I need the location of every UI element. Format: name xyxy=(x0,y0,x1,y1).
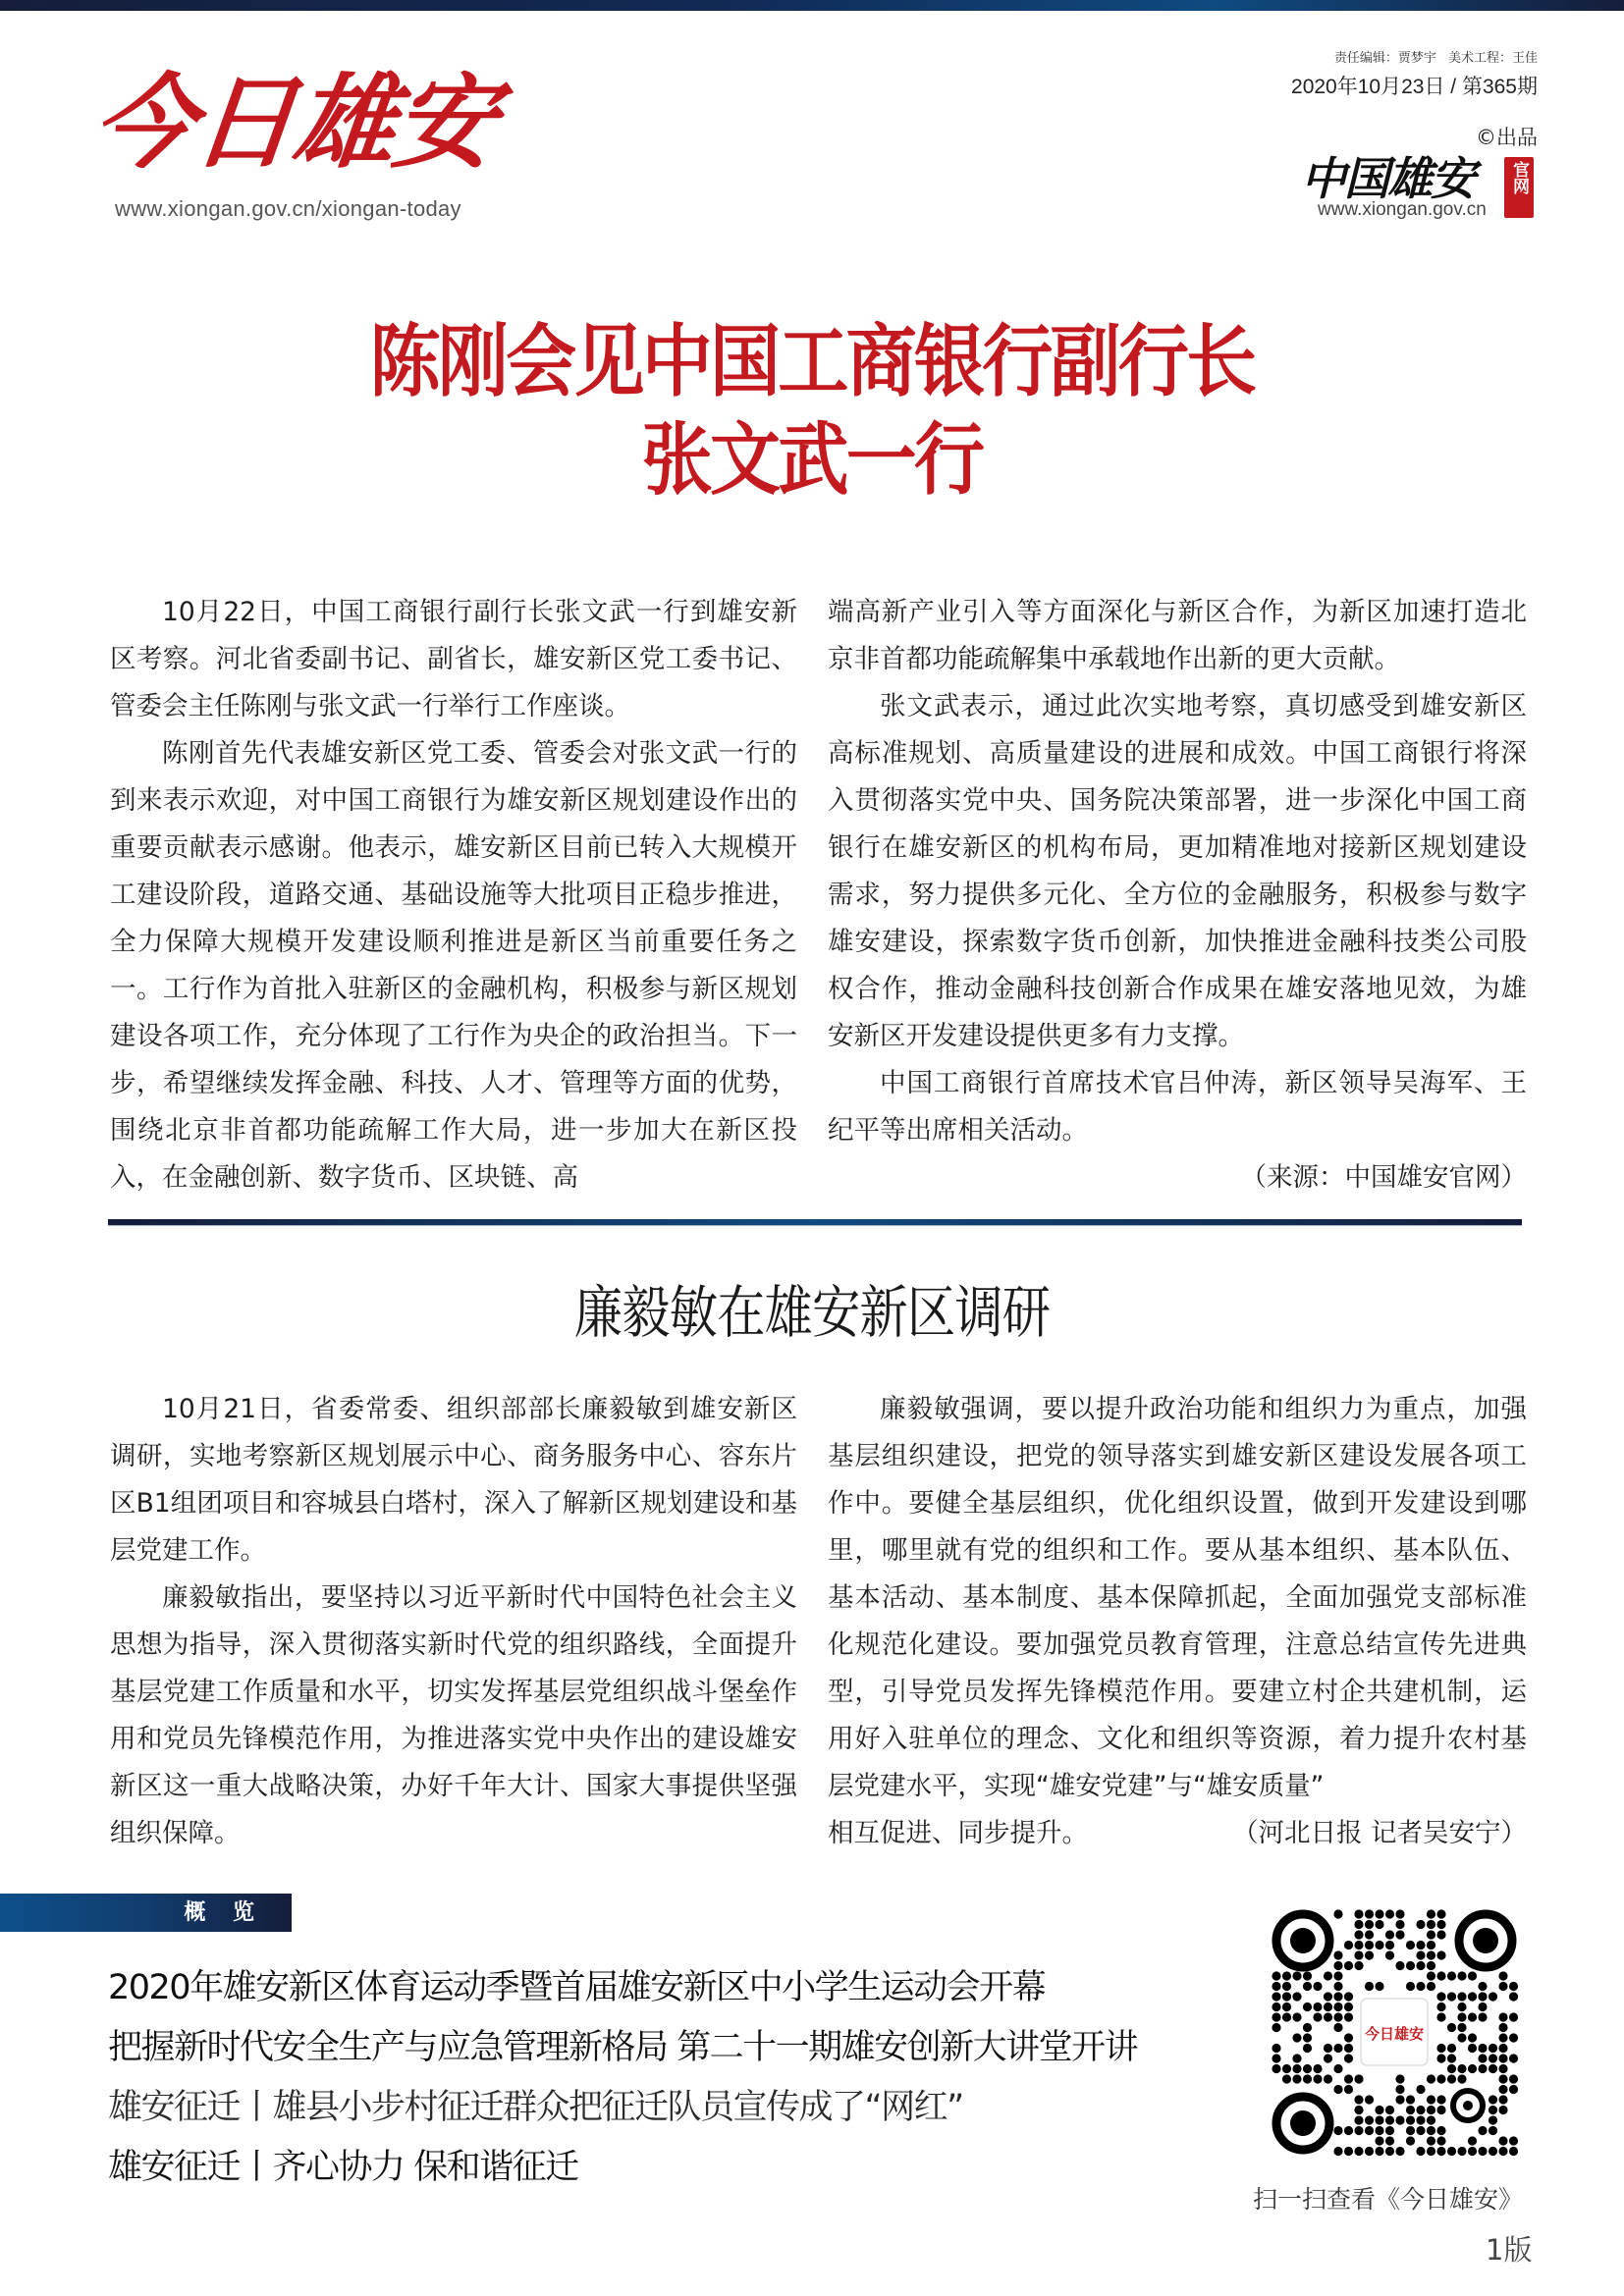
qr-module xyxy=(1272,2012,1280,2021)
qr-module xyxy=(1375,1982,1383,1991)
qr-module xyxy=(1447,1992,1456,2001)
qr-module xyxy=(1272,1992,1280,2001)
qr-module xyxy=(1324,1971,1332,1980)
overview-link[interactable]: 雄安征迁丨雄县小步村征迁群众把征迁队员宣传成了“网红” xyxy=(108,2088,963,2127)
qr-module xyxy=(1427,2106,1435,2114)
qr-module xyxy=(1292,2033,1301,2042)
qr-module xyxy=(1354,2095,1363,2104)
qr-module xyxy=(1365,1909,1374,1918)
qr-module xyxy=(1333,2044,1342,2053)
qr-module xyxy=(1416,2126,1425,2135)
page-number: 1版 xyxy=(1486,2233,1533,2267)
qr-module xyxy=(1333,2126,1342,2135)
qr-module xyxy=(1416,2115,1425,2124)
qr-module xyxy=(1385,2147,1394,2156)
qr-module xyxy=(1436,2136,1445,2145)
qr-module xyxy=(1272,2002,1280,2011)
qr-module xyxy=(1406,2095,1415,2104)
qr-module xyxy=(1324,2002,1332,2011)
qr-module xyxy=(1395,1909,1404,1918)
qr-module xyxy=(1478,1982,1487,1991)
qr-module xyxy=(1395,2147,1404,2156)
qr-module xyxy=(1313,1982,1322,1991)
qr-module xyxy=(1333,2085,1342,2094)
section-divider xyxy=(108,1219,1522,1226)
qr-module xyxy=(1509,2012,1518,2021)
qr-module xyxy=(1498,2064,1507,2073)
publisher-logo: 中国雄安 xyxy=(1301,152,1474,205)
qr-module xyxy=(1395,1920,1404,1929)
article2-column-2 xyxy=(828,1386,1527,1857)
qr-module xyxy=(1436,2054,1445,2062)
qr-module xyxy=(1354,2147,1363,2156)
qr-module xyxy=(1303,2033,1312,2042)
qr-module xyxy=(1416,2106,1425,2114)
qr-module xyxy=(1375,1909,1383,1918)
article2-paragraph: 廉毅敏指出，要坚持以习近平新时代中国特色社会主义思想为指导，深入贯彻落实新时代党的组织路线，全面提升基层党建工作质量和水平，切实发挥基层党组织战斗堡垒作用和党员先锋模范作用，为推进落实党中央作出的建设雄安新区这一重大战略决策，办好千年大计、国家大事提供坚强组织保障。 xyxy=(110,1582,797,1848)
qr-module xyxy=(1509,2074,1518,2083)
qr-module xyxy=(1395,2095,1404,2104)
qr-module xyxy=(1385,1950,1394,1959)
qr-module xyxy=(1427,1920,1435,1929)
qr-module xyxy=(1468,2064,1477,2073)
qr-module xyxy=(1427,2147,1435,2156)
qr-module xyxy=(1468,1992,1477,2001)
qr-module xyxy=(1436,2106,1445,2114)
qr-module xyxy=(1282,2012,1291,2021)
qr-module xyxy=(1385,1941,1394,1949)
qr-module xyxy=(1436,2074,1445,2083)
qr-module xyxy=(1272,2064,1280,2073)
qr-module xyxy=(1324,2044,1332,2053)
qr-module xyxy=(1344,1992,1353,2001)
qr-module xyxy=(1375,2115,1383,2124)
qr-module xyxy=(1498,2012,1507,2021)
overview-link[interactable]: 把握新时代安全生产与应急管理新格局 第二十一期雄安创新大讲堂开讲 xyxy=(108,2028,1138,2067)
qr-module xyxy=(1313,2012,1322,2021)
qr-module xyxy=(1436,2126,1445,2135)
qr-module xyxy=(1406,2126,1415,2135)
qr-module xyxy=(1354,1961,1363,1970)
article1-column-2 xyxy=(828,589,1527,1201)
qr-caption: 扫一扫查看《今日雄安》 xyxy=(1253,2185,1524,2214)
qr-module xyxy=(1489,2044,1497,2053)
qr-module xyxy=(1509,2085,1518,2094)
qr-module xyxy=(1282,1971,1291,1980)
editor-credit: 责任编辑：贾梦宇 xyxy=(1333,51,1436,66)
qr-module xyxy=(1313,2064,1322,2073)
qr-module xyxy=(1457,2002,1466,2011)
qr-module xyxy=(1427,1982,1435,1991)
article1-source: （来源：中国雄安官网） xyxy=(1240,1162,1527,1193)
qr-module xyxy=(1375,1941,1383,1949)
qr-module xyxy=(1427,2126,1435,2135)
qr-module xyxy=(1365,2126,1374,2135)
qr-module xyxy=(1375,2147,1383,2156)
qr-module xyxy=(1333,2023,1342,2032)
qr-module xyxy=(1436,1992,1445,2001)
qr-module xyxy=(1498,2136,1507,2145)
qr-module xyxy=(1313,2002,1322,2011)
article1-paragraph: 陈刚首先代表雄安新区党工委、管委会对张文武一行的到来表示欢迎，对中国工商银行为雄安新区规划建设作出的重要贡献表示感谢。他表示，雄安新区目前已转入大规模开工建设阶段，道路交通、基础设施等大批项目正稳步推进，全力保障大规模开发建设顺利推进是新区当前重要任务之一。工行作为首批入驻新区的金融机构，积极参与新区规划建设各项工作，充分体现了工行作为央企的政治担当。下一步，希望继续发挥金融、科技、人才、管理等方面的优势，围绕北京非首都功能疏解工作大局，进一步加大在新区投入，在金融创新、数字货币、区块链、高 xyxy=(110,738,797,1193)
qr-alignment xyxy=(1453,2091,1483,2120)
qr-module xyxy=(1292,2012,1301,2021)
qr-module xyxy=(1436,1950,1445,1959)
qr-module xyxy=(1498,1982,1507,1991)
qr-module xyxy=(1489,2054,1497,2062)
qr-module xyxy=(1324,2054,1332,2062)
qr-module xyxy=(1385,2136,1394,2145)
qr-module xyxy=(1416,2147,1425,2156)
qr-module xyxy=(1427,2115,1435,2124)
qr-module xyxy=(1447,2064,1456,2073)
qr-module xyxy=(1385,2115,1394,2124)
article2-closing-text: 相互促进、同步提升。 xyxy=(828,1818,1088,1848)
qr-module xyxy=(1333,1909,1342,1918)
qr-module xyxy=(1292,2054,1301,2062)
qr-module xyxy=(1272,2054,1280,2062)
qr-module xyxy=(1498,1971,1507,1980)
qr-module xyxy=(1498,2044,1507,2053)
qr-module xyxy=(1509,2147,1518,2156)
produced-by: ©出品 xyxy=(1476,126,1538,149)
qr-module xyxy=(1375,2126,1383,2135)
qr-module xyxy=(1498,2085,1507,2094)
qr-module xyxy=(1498,2095,1507,2104)
qr-module xyxy=(1333,2064,1342,2073)
qr-code[interactable] xyxy=(1267,1904,1522,2160)
qr-module xyxy=(1354,1920,1363,1929)
qr-module xyxy=(1333,1961,1342,1970)
article2-column-1 xyxy=(110,1386,797,1857)
qr-module xyxy=(1282,1982,1291,1991)
qr-module xyxy=(1354,2106,1363,2114)
qr-module xyxy=(1447,2147,1456,2156)
qr-module xyxy=(1365,2115,1374,2124)
qr-module xyxy=(1292,1992,1301,2001)
masthead-logo: 今日雄安 xyxy=(86,62,501,183)
qr-module xyxy=(1385,1930,1394,1939)
publisher-seal xyxy=(1504,157,1534,218)
qr-module xyxy=(1282,2064,1291,2073)
qr-module xyxy=(1509,2136,1518,2145)
seal-text: 官网 xyxy=(1509,161,1529,194)
qr-module xyxy=(1385,2126,1394,2135)
qr-module xyxy=(1354,1950,1363,1959)
qr-module xyxy=(1478,1992,1487,2001)
qr-module xyxy=(1436,2147,1445,2156)
qr-module xyxy=(1468,1971,1477,1980)
qr-module xyxy=(1395,1930,1404,1939)
qr-module xyxy=(1436,2095,1445,2104)
article2-paragraph: 廉毅敏强调，要以提升政治功能和组织力为重点，加强基层组织建设，把党的领导落实到雄安新区建设发展各项工作中。要健全基层组织，优化组织设置，做到开发建设到哪里，哪里就有党的组织和工作。要从基本组织、基本队伍、基本活动、基本制度、基本保障抓起，全面加强党支部标准化规范化建设。要加强党员教育管理，注意总结宣传先进典型，引导党员发挥先锋模范作用。要建立村企共建机制，运用好入驻单位的理念、文化和组织等资源，着力提升农村基层党建水平，实现“雄安党建”与“雄安质量” xyxy=(828,1394,1527,1801)
qr-module xyxy=(1498,2147,1507,2156)
issue-date: 2020年10月23日 / 第365期 xyxy=(1291,76,1538,98)
qr-module xyxy=(1344,1961,1353,1970)
qr-module xyxy=(1427,1971,1435,1980)
qr-module xyxy=(1416,1961,1425,1970)
qr-module xyxy=(1303,2002,1312,2011)
qr-module xyxy=(1406,2136,1415,2145)
qr-module xyxy=(1365,1941,1374,1949)
qr-module xyxy=(1406,2115,1415,2124)
qr-module xyxy=(1282,1992,1291,2001)
qr-module xyxy=(1333,1971,1342,1980)
qr-module xyxy=(1427,2136,1435,2145)
qr-module xyxy=(1333,2147,1342,2156)
article1-headline-line2: 张文武一行 xyxy=(641,413,983,506)
qr-module xyxy=(1416,2085,1425,2094)
qr-module xyxy=(1406,1941,1415,1949)
qr-module xyxy=(1478,2002,1487,2011)
qr-module xyxy=(1344,2012,1353,2021)
qr-module xyxy=(1395,2115,1404,2124)
qr-module xyxy=(1427,2095,1435,2104)
overview-link[interactable]: 雄安征迁丨齐心协力 保和谐征迁 xyxy=(108,2148,578,2187)
qr-module xyxy=(1489,2064,1497,2073)
qr-module xyxy=(1436,1930,1445,1939)
qr-module xyxy=(1427,1941,1435,1949)
qr-module xyxy=(1303,1971,1312,1980)
qr-module xyxy=(1354,1941,1363,1949)
qr-module xyxy=(1447,2023,1456,2032)
qr-module xyxy=(1436,2044,1445,2053)
qr-module xyxy=(1509,1992,1518,2001)
qr-module xyxy=(1498,2054,1507,2062)
qr-module xyxy=(1498,2023,1507,2032)
qr-module xyxy=(1354,1930,1363,1939)
qr-module xyxy=(1303,1982,1312,1991)
qr-module xyxy=(1427,1909,1435,1918)
qr-module xyxy=(1365,1920,1374,1929)
qr-module xyxy=(1375,2106,1383,2114)
article2-headline: 廉毅敏在雄安新区调研 xyxy=(573,1279,1051,1346)
qr-module xyxy=(1478,2147,1487,2156)
qr-module xyxy=(1313,2074,1322,2083)
qr-module xyxy=(1498,2033,1507,2042)
qr-finder-top-left xyxy=(1276,1914,1329,1967)
qr-module xyxy=(1447,2054,1456,2062)
qr-module xyxy=(1436,2012,1445,2021)
qr-module xyxy=(1344,2147,1353,2156)
art-credit: 美术工程：王佳 xyxy=(1447,51,1538,66)
qr-module xyxy=(1489,2095,1497,2104)
qr-module xyxy=(1282,2002,1291,2011)
qr-module xyxy=(1365,1950,1374,1959)
qr-module xyxy=(1365,1930,1374,1939)
article1-paragraph: 张文武表示，通过此次实地考察，真切感受到雄安新区高标准规划、高质量建设的进展和成效。中国工商银行将深入贯彻落实党中央、国务院决策部署，进一步深化中国工商银行在雄安新区的机构布局，更加精准地对接新区规划建设需求，努力提供多元化、全方位的金融服务，积极参与数字雄安建设，探索数字货币创新，加快推进金融科技类公司股权合作，推动金融科技创新合作成果在雄安落地见效，为雄安新区开发建设提供更多有力支撑。 xyxy=(828,691,1527,1051)
qr-module xyxy=(1468,2044,1477,2053)
article1-column-1 xyxy=(110,589,797,1201)
overview-section-label: 概 览 xyxy=(0,1894,292,1932)
qr-module xyxy=(1292,2074,1301,2083)
overview-link[interactable]: 2020年雄安新区体育运动季暨首届雄安新区中小学生运动会开幕 xyxy=(108,1968,1046,2007)
qr-module xyxy=(1489,1992,1497,2001)
qr-module xyxy=(1272,2044,1280,2053)
qr-module xyxy=(1385,1909,1394,1918)
qr-module xyxy=(1468,2147,1477,2156)
overview-list xyxy=(108,1958,1267,2198)
qr-module xyxy=(1427,1950,1435,1959)
qr-module xyxy=(1427,1930,1435,1939)
top-banner-bar xyxy=(0,0,1624,11)
qr-module xyxy=(1478,2064,1487,2073)
qr-module xyxy=(1509,2033,1518,2042)
qr-module xyxy=(1478,2012,1487,2021)
qr-module xyxy=(1324,2074,1332,2083)
qr-module xyxy=(1303,2044,1312,2053)
qr-module xyxy=(1509,2054,1518,2062)
qr-module xyxy=(1457,1992,1466,2001)
qr-module xyxy=(1395,1961,1404,1970)
qr-module xyxy=(1272,1971,1280,1980)
qr-module xyxy=(1365,2147,1374,2156)
qr-module xyxy=(1457,2023,1466,2032)
qr-module xyxy=(1447,1971,1456,1980)
qr-module xyxy=(1416,1950,1425,1959)
qr-module xyxy=(1427,2074,1435,2083)
qr-module xyxy=(1416,1920,1425,1929)
qr-module xyxy=(1344,2033,1353,2042)
qr-module xyxy=(1489,2147,1497,2156)
qr-module xyxy=(1272,2023,1280,2032)
qr-module xyxy=(1447,2044,1456,2053)
qr-module xyxy=(1457,2147,1466,2156)
qr-module xyxy=(1344,2002,1353,2011)
qr-module xyxy=(1344,1941,1353,1949)
qr-module xyxy=(1333,2012,1342,2021)
qr-module xyxy=(1344,2085,1353,2094)
masthead-url[interactable]: www.xiongan.gov.cn/xiongan-today xyxy=(115,196,461,221)
publisher-url[interactable]: www.xiongan.gov.cn xyxy=(1318,199,1487,220)
qr-module xyxy=(1489,2115,1497,2124)
qr-module xyxy=(1468,2136,1477,2145)
qr-module xyxy=(1436,2002,1445,2011)
qr-module xyxy=(1406,1961,1415,1970)
qr-module xyxy=(1354,1909,1363,1918)
qr-module xyxy=(1498,2106,1507,2114)
qr-module xyxy=(1354,2115,1363,2124)
qr-module xyxy=(1354,2074,1363,2083)
qr-module xyxy=(1436,1971,1445,1980)
article1-headline-line1: 陈刚会见中国工商银行副行长 xyxy=(369,315,1255,407)
qr-module xyxy=(1375,1920,1383,1929)
qr-module xyxy=(1457,2012,1466,2021)
qr-module xyxy=(1478,2126,1487,2135)
article2-source: （河北日报 记者吴安宁） xyxy=(1232,1818,1527,1848)
qr-module xyxy=(1354,2126,1363,2135)
qr-module xyxy=(1457,2074,1466,2083)
qr-module xyxy=(1478,2044,1487,2053)
qr-module xyxy=(1395,2085,1404,2094)
qr-module xyxy=(1509,1982,1518,1991)
qr-module xyxy=(1436,1909,1445,1918)
qr-module xyxy=(1272,1982,1280,1991)
qr-module xyxy=(1344,2054,1353,2062)
qr-center-logo: 今日雄安 xyxy=(1364,2025,1425,2043)
qr-finder-bottom-left xyxy=(1276,2097,1329,2150)
article2-last-line xyxy=(828,1810,1527,1857)
qr-module xyxy=(1324,1992,1332,2001)
article1-paragraph-continued: 端高新产业引入等方面深化与新区合作，为新区加速打造北京非首都功能疏解集中承载地作出新的更大贡献。 xyxy=(828,597,1527,674)
qr-module xyxy=(1303,2074,1312,2083)
qr-module xyxy=(1385,2106,1394,2114)
qr-module xyxy=(1303,2023,1312,2032)
qr-module xyxy=(1344,2126,1353,2135)
qr-module xyxy=(1292,1971,1301,1980)
qr-module xyxy=(1457,2033,1466,2042)
qr-module xyxy=(1489,2106,1497,2114)
qr-module xyxy=(1333,1982,1342,1991)
qr-module xyxy=(1282,2074,1291,2083)
article1-paragraph: 中国工商银行首席技术官吕仲涛，新区领导吴海军、王纪平等出席相关活动。 xyxy=(828,1068,1527,1146)
qr-module xyxy=(1468,2012,1477,2021)
article1-paragraph: 10月22日，中国工商银行副行长张文武一行到雄安新区考察。河北省委副书记、副省长，雄安新区党工委书记、管委会主任陈刚与张文武一行举行工作座谈。 xyxy=(110,597,797,721)
qr-module xyxy=(1375,2136,1383,2145)
qr-module xyxy=(1457,2064,1466,2073)
qr-module xyxy=(1447,2074,1456,2083)
article2-paragraph: 10月21日，省委常委、组织部部长廉毅敏到雄安新区调研，实地考察新区规划展示中心、商务服务中心、容东片区B1组团项目和容城县白塔村，深入了解新区规划建设和基层党建工作。 xyxy=(110,1394,797,1566)
qr-module xyxy=(1333,1950,1342,1959)
qr-module xyxy=(1406,2106,1415,2114)
qr-module xyxy=(1303,2064,1312,2073)
qr-module xyxy=(1344,2074,1353,2083)
qr-module xyxy=(1416,1982,1425,1991)
qr-module xyxy=(1427,1961,1435,1970)
qr-module xyxy=(1498,2074,1507,2083)
qr-module xyxy=(1478,2054,1487,2062)
qr-module xyxy=(1457,1971,1466,1980)
article1-headline xyxy=(81,312,1543,508)
qr-module xyxy=(1333,1992,1342,2001)
qr-module xyxy=(1489,2126,1497,2135)
qr-code-graphic xyxy=(1267,1904,1522,2160)
qr-module xyxy=(1468,2033,1477,2042)
qr-module xyxy=(1365,2095,1374,2104)
qr-module xyxy=(1292,2064,1301,2073)
qr-module xyxy=(1395,2074,1404,2083)
qr-module xyxy=(1333,2002,1342,2011)
qr-module xyxy=(1436,1920,1445,1929)
qr-module xyxy=(1406,1982,1415,1991)
qr-module xyxy=(1344,2044,1353,2053)
qr-module xyxy=(1324,2012,1332,2021)
qr-module xyxy=(1365,1982,1374,1991)
qr-module xyxy=(1416,1941,1425,1949)
credits xyxy=(1326,47,1538,66)
qr-finder-top-right xyxy=(1459,1914,1512,1967)
